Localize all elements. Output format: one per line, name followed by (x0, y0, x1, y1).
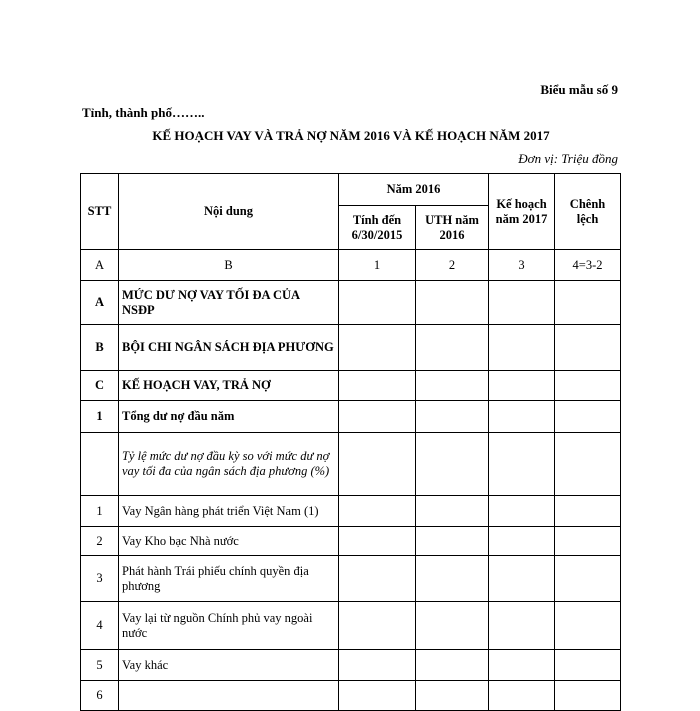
row-content: KẾ HOẠCH VAY, TRẢ NỢ (119, 371, 339, 401)
table-row (81, 281, 621, 325)
table-row (81, 650, 621, 681)
row-content: Vay Ngân hàng phát triển Việt Nam (1) (119, 496, 339, 527)
table-row (81, 433, 621, 496)
table-row (81, 325, 621, 371)
index-cell: B (119, 250, 339, 281)
row-stt: 5 (81, 650, 119, 681)
row-stt (81, 433, 119, 496)
header-uth: UTH năm 2016 (416, 206, 489, 250)
index-cell: 4=3-2 (555, 250, 621, 281)
table-row (81, 681, 621, 711)
header-plan: Kế hoạch năm 2017 (489, 174, 555, 250)
index-cell: 3 (489, 250, 555, 281)
header-as-of: Tính đến 6/30/2015 (339, 206, 416, 250)
row-stt: C (81, 371, 119, 401)
row-content (119, 681, 339, 711)
row-stt: 6 (81, 681, 119, 711)
row-content: Phát hành Trái phiếu chính quyền địa phương (119, 556, 339, 602)
row-content: Vay khác (119, 650, 339, 681)
form-number: Biểu mẫu số 9 (540, 82, 618, 97)
document-title: KẾ HOẠCH VAY VÀ TRẢ NỢ NĂM 2016 VÀ KẾ HOẠCH NĂM 2017 (152, 128, 550, 143)
row-content: Vay lại từ nguồn Chính phủ vay ngoài nước (119, 602, 339, 650)
header-stt: STT (81, 174, 119, 250)
row-stt: 1 (81, 401, 119, 433)
debt-plan-table (80, 173, 621, 711)
row-stt: 3 (81, 556, 119, 602)
index-cell: A (81, 250, 119, 281)
row-content: MỨC DƯ NỢ VAY TỐI ĐA CỦA NSĐP (119, 281, 339, 325)
row-stt: B (81, 325, 119, 371)
province-label: Tỉnh, thành phố…….. (82, 105, 205, 120)
header-diff: Chênh lệch (555, 174, 621, 250)
row-content: Vay Kho bạc Nhà nước (119, 527, 339, 556)
row-stt: A (81, 281, 119, 325)
table-row (81, 527, 621, 556)
index-cell: 2 (416, 250, 489, 281)
header-content: Nội dung (119, 174, 339, 250)
table-row (81, 401, 621, 433)
row-stt: 2 (81, 527, 119, 556)
row-stt: 1 (81, 496, 119, 527)
row-content: BỘI CHI NGÂN SÁCH ĐỊA PHƯƠNG (119, 325, 339, 371)
table-row (81, 496, 621, 527)
unit-label: Đơn vị: Triệu đồng (518, 151, 618, 166)
row-stt: 4 (81, 602, 119, 650)
index-cell: 1 (339, 250, 416, 281)
header-year-group: Năm 2016 (339, 174, 489, 206)
table-row (81, 371, 621, 401)
table-row (81, 602, 621, 650)
row-content: Tổng dư nợ đầu năm (119, 401, 339, 433)
index-row (81, 250, 621, 281)
table-row (81, 556, 621, 602)
row-content: Tỷ lệ mức dư nợ đầu kỳ so với mức dư nợ vay tối đa của ngân sách địa phương (%) (119, 433, 339, 496)
